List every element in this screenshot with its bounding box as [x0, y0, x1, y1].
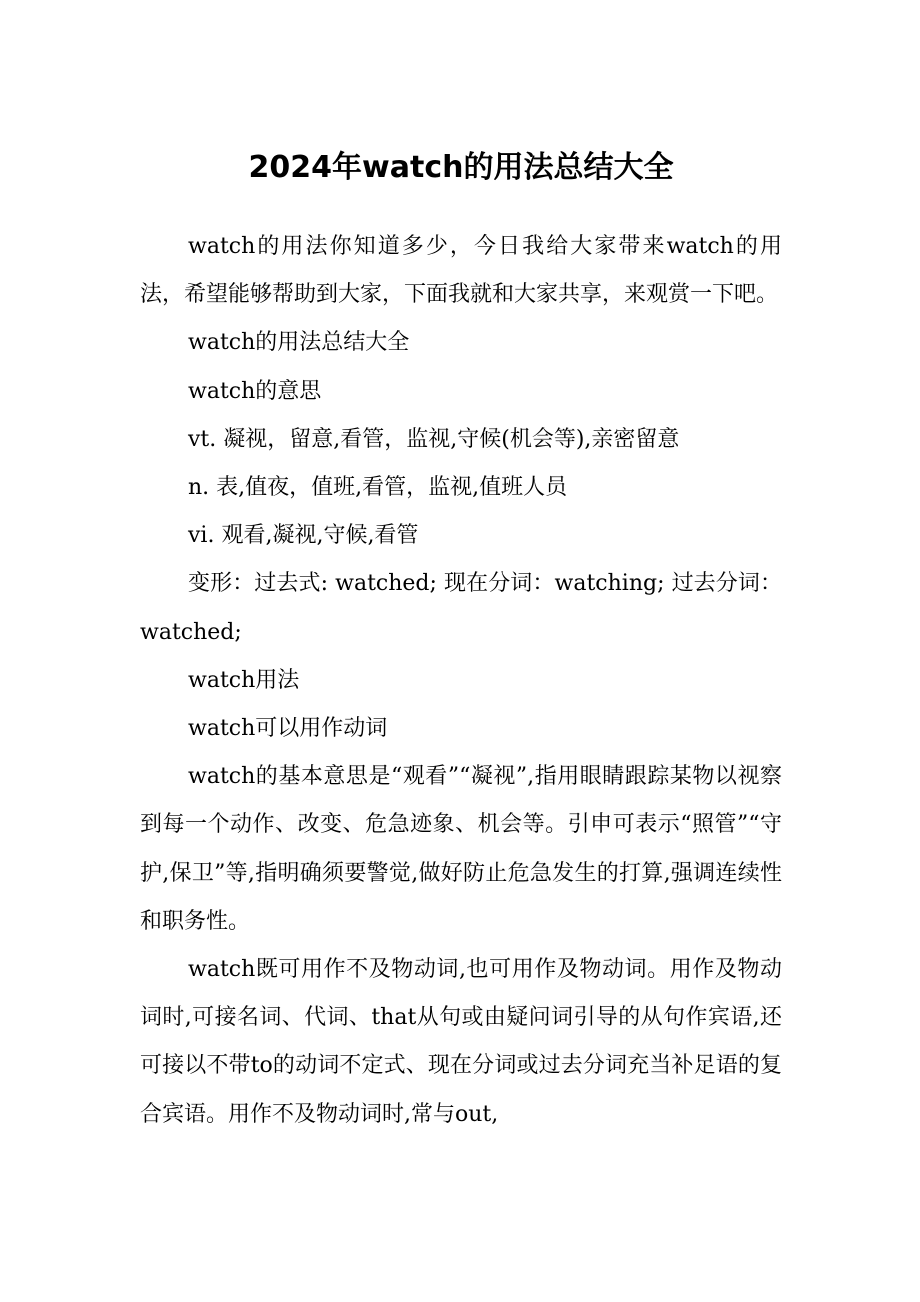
document-page: [140, 0, 782, 1302]
document-title: 2024年watch的用法总结大全: [248, 150, 674, 185]
section-heading-meaning: watch的意思: [188, 378, 322, 404]
definition-vi: vi. 观看,凝视,守候,看管: [188, 523, 419, 549]
section-heading-usage: watch用法: [188, 667, 300, 693]
section-heading-verb: watch可以用作动词: [188, 716, 388, 742]
inflection-forms: 变形：过去式: watched; 现在分词：watching; 过去分词：watched;: [140, 571, 782, 645]
document-body: [140, 223, 782, 1139]
definition-n: n. 表,值夜，值班,看管，监视,值班人员: [188, 475, 568, 501]
definition-vt: vt. 凝视，留意,看管，监视,守候(机会等),亲密留意: [188, 426, 680, 452]
intro-paragraph: watch的用法你知道多少，今日我给大家带来watch的用法，希望能够帮助到大家，下面我就和大家共享，来观赏一下吧。: [140, 234, 782, 308]
section-heading-summary: watch的用法总结大全: [188, 330, 410, 356]
usage-paragraph-grammar: watch既可用作不及物动词,也可用作及物动词。用作及物动词时,可接名词、代词、that从句或由疑问词引导的从句作宾语,还可接以不带to的动词不定式、现在分词或过去分词充当补足语的复合宾语。用作不及物动词时,常与out,: [140, 957, 782, 1127]
usage-paragraph-meaning: watch的基本意思是“观看”“凝视”,指用眼睛跟踪某物以视察到每一个动作、改变、危急迹象、机会等。引申可表示“照管”“守护,保卫”等,指明确须要警觉,做好防止危急发生的打算,强调连续性和职务性。: [140, 764, 782, 934]
